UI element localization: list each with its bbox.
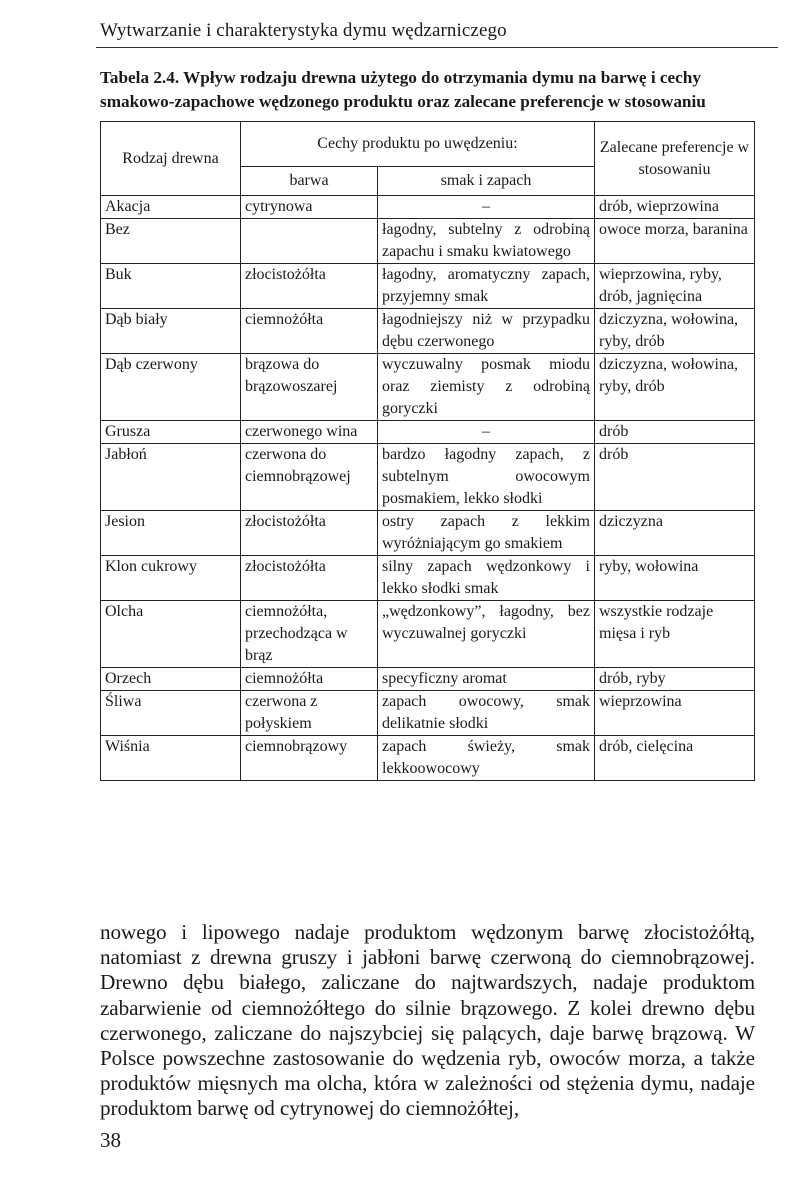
cell-recommended-use: dziczyzna, wołowina, ryby, drób bbox=[595, 309, 755, 354]
cell-recommended-use: wieprzowina, ryby, drób, jagnięcina bbox=[595, 264, 755, 309]
cell-taste-smell: „wędzonkowy”, łagodny, bez wyczuwalnej goryczki bbox=[378, 601, 595, 668]
table-row bbox=[101, 736, 755, 781]
cell-wood-type: Buk bbox=[101, 264, 241, 309]
cell-taste-smell: łagodny, subtelny z odrobiną zapachu i smaku kwiatowego bbox=[378, 219, 595, 264]
cell-taste-smell: – bbox=[378, 421, 595, 444]
wood-smoke-table bbox=[100, 121, 755, 781]
cell-taste-smell: ostry zapach z lekkim wyróżniającym go smakiem bbox=[378, 511, 595, 556]
cell-recommended-use: ryby, wołowina bbox=[595, 556, 755, 601]
header-rule bbox=[96, 47, 778, 48]
table-caption bbox=[100, 66, 780, 114]
cell-wood-type: Akacja bbox=[101, 196, 241, 219]
cell-recommended-use: drób bbox=[595, 444, 755, 511]
cell-color: ciemnożółta bbox=[241, 668, 378, 691]
cell-color: ciemnobrązowy bbox=[241, 736, 378, 781]
cell-recommended-use: drób, ryby bbox=[595, 668, 755, 691]
header-recommended-use: Zalecane preferencje w stosowaniu bbox=[595, 122, 755, 196]
cell-color bbox=[241, 219, 378, 264]
table-body bbox=[101, 196, 755, 781]
table-row bbox=[101, 196, 755, 219]
cell-wood-type: Klon cukrowy bbox=[101, 556, 241, 601]
table-row bbox=[101, 309, 755, 354]
table-row bbox=[101, 264, 755, 309]
cell-color: złocistożółta bbox=[241, 264, 378, 309]
table-row bbox=[101, 421, 755, 444]
cell-color: czerwona z połyskiem bbox=[241, 691, 378, 736]
cell-recommended-use: drób, cielęcina bbox=[595, 736, 755, 781]
cell-color: ciemnożółta, przechodząca w brąz bbox=[241, 601, 378, 668]
header-taste-smell: smak i zapach bbox=[378, 167, 595, 196]
cell-color: brązowa do brązowoszarej bbox=[241, 354, 378, 421]
cell-recommended-use: dziczyzna bbox=[595, 511, 755, 556]
cell-recommended-use: wieprzowina bbox=[595, 691, 755, 736]
body-paragraph-text: nowego i lipowego nadaje produktom wędzonym barwę złocistożółtą, natomiast z drewna gruszy i jabłoni barwę czerwoną do ciemnobrązowej. Drewno dębu białego, zaliczane do najtwardszych, nadaje produktom zabarwienie od ciemnożółtego do silnie brązowego. Z kolei drewno dębu czerwonego, zaliczane do najszybciej się palących, daje barwę brązową. W Polsce powszechne zastosowanie do wędzenia ryb, owoców morza, a także produktów mięsnych ma olcha, która w zależności od stężenia dymu, nadaje produktom barwę od cytrynowej do ciemnożółtej, bbox=[100, 920, 755, 1121]
cell-taste-smell: specyficzny aromat bbox=[378, 668, 595, 691]
cell-taste-smell: – bbox=[378, 196, 595, 219]
table-row bbox=[101, 668, 755, 691]
cell-recommended-use: drób bbox=[595, 421, 755, 444]
cell-taste-smell: zapach owocowy, smak delikatnie słodki bbox=[378, 691, 595, 736]
running-head: Wytwarzanie i charakterystyka dymu wędzarniczego bbox=[100, 20, 507, 41]
cell-wood-type: Śliwa bbox=[101, 691, 241, 736]
cell-wood-type: Orzech bbox=[101, 668, 241, 691]
cell-color: złocistożółta bbox=[241, 556, 378, 601]
cell-wood-type: Olcha bbox=[101, 601, 241, 668]
table-row bbox=[101, 444, 755, 511]
table-row bbox=[101, 219, 755, 264]
cell-wood-type: Jabłoń bbox=[101, 444, 241, 511]
cell-recommended-use: drób, wieprzowina bbox=[595, 196, 755, 219]
cell-color: cytrynowa bbox=[241, 196, 378, 219]
table-row bbox=[101, 511, 755, 556]
header-color: barwa bbox=[241, 167, 378, 196]
table-caption-line-2: smakowo-zapachowe wędzonego produktu oraz zalecane preferencje w stosowaniu bbox=[100, 92, 706, 111]
cell-wood-type: Grusza bbox=[101, 421, 241, 444]
body-paragraph bbox=[100, 920, 755, 1122]
cell-color: złocistożółta bbox=[241, 511, 378, 556]
page-number: 38 bbox=[100, 1128, 121, 1152]
cell-taste-smell: silny zapach wędzonkowy i lekko słodki smak bbox=[378, 556, 595, 601]
table-row bbox=[101, 691, 755, 736]
cell-wood-type: Dąb czerwony bbox=[101, 354, 241, 421]
cell-color: ciemnożółta bbox=[241, 309, 378, 354]
cell-taste-smell: bardzo łagodny zapach, z subtelnym owocowym posmakiem, lekko słodki bbox=[378, 444, 595, 511]
header-product-features: Cechy produktu po uwędzeniu: bbox=[241, 122, 595, 167]
cell-recommended-use: wszystkie rodzaje mięsa i ryb bbox=[595, 601, 755, 668]
cell-wood-type: Wiśnia bbox=[101, 736, 241, 781]
cell-taste-smell: łagodniejszy niż w przypadku dębu czerwonego bbox=[378, 309, 595, 354]
cell-taste-smell: łagodny, aromatyczny zapach, przyjemny smak bbox=[378, 264, 595, 309]
table-row bbox=[101, 354, 755, 421]
cell-taste-smell: zapach świeży, smak lekkoowocowy bbox=[378, 736, 595, 781]
cell-recommended-use: dziczyzna, wołowina, ryby, drób bbox=[595, 354, 755, 421]
cell-recommended-use: owoce morza, baranina bbox=[595, 219, 755, 264]
cell-wood-type: Jesion bbox=[101, 511, 241, 556]
cell-taste-smell: wyczuwalny posmak miodu oraz ziemisty z odrobiną goryczki bbox=[378, 354, 595, 421]
header-wood-type: Rodzaj drewna bbox=[101, 122, 241, 196]
cell-wood-type: Bez bbox=[101, 219, 241, 264]
cell-wood-type: Dąb biały bbox=[101, 309, 241, 354]
cell-color: czerwonego wina bbox=[241, 421, 378, 444]
table-row bbox=[101, 556, 755, 601]
table-row bbox=[101, 601, 755, 668]
table-caption-line-1: Tabela 2.4. Wpływ rodzaju drewna użytego do otrzymania dymu na barwę i cechy bbox=[100, 68, 701, 87]
cell-color: czerwona do ciemnobrązowej bbox=[241, 444, 378, 511]
